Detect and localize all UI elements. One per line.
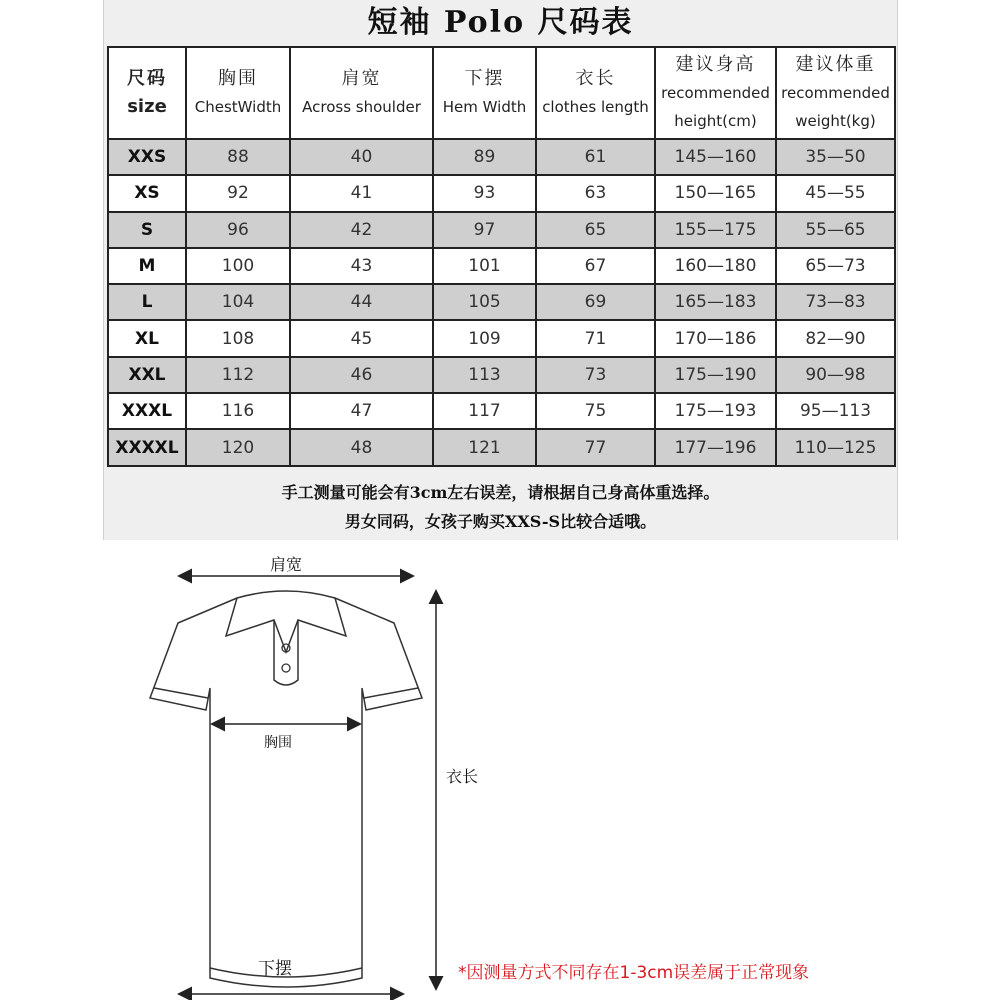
column-header-cn: 建议体重 <box>795 54 876 75</box>
value-cell: 48 <box>290 429 433 465</box>
column-header-en: height(cm) <box>674 112 757 130</box>
polo-shirt-diagram <box>140 548 540 1000</box>
column-header <box>433 47 536 139</box>
value-cell: 101 <box>433 248 536 284</box>
size-cell: XS <box>108 175 186 211</box>
column-header-cn: 尺码 <box>127 68 167 89</box>
size-table <box>107 46 896 467</box>
value-cell: 177—196 <box>655 429 776 465</box>
value-cell: 90—98 <box>776 357 895 393</box>
value-cell: 77 <box>536 429 655 465</box>
value-cell: 82—90 <box>776 320 895 356</box>
table-row <box>108 248 895 284</box>
value-cell: 175—190 <box>655 357 776 393</box>
chart-title: 短袖 Polo 尺码表 <box>367 5 634 40</box>
value-cell: 170—186 <box>655 320 776 356</box>
value-cell: 61 <box>536 139 655 175</box>
value-cell: 121 <box>433 429 536 465</box>
size-cell: S <box>108 212 186 248</box>
value-cell: 95—113 <box>776 393 895 429</box>
hem-label: 下摆 <box>258 959 292 979</box>
table-row <box>108 429 895 465</box>
value-cell: 67 <box>536 248 655 284</box>
value-cell: 40 <box>290 139 433 175</box>
value-cell: 97 <box>433 212 536 248</box>
table-row <box>108 284 895 320</box>
table-row <box>108 393 895 429</box>
column-header-en: clothes length <box>542 98 649 116</box>
column-header-cn: 衣长 <box>575 68 616 89</box>
value-cell: 100 <box>186 248 290 284</box>
column-header-cn: 建议身高 <box>675 54 756 75</box>
column-header-en: recommended <box>781 84 890 102</box>
value-cell: 71 <box>536 320 655 356</box>
column-header-en: size <box>127 96 167 117</box>
value-cell: 75 <box>536 393 655 429</box>
table-header-row <box>108 47 895 139</box>
value-cell: 45—55 <box>776 175 895 211</box>
column-header <box>186 47 290 139</box>
table-row <box>108 320 895 356</box>
size-cell: XXS <box>108 139 186 175</box>
value-cell: 44 <box>290 284 433 320</box>
note-line: 男女同码，女孩子购买XXS-S比较合适哦。 <box>344 512 657 531</box>
column-header-cn: 下摆 <box>464 68 505 89</box>
length-label: 衣长 <box>446 767 479 786</box>
value-cell: 35—50 <box>776 139 895 175</box>
size-cell: XXL <box>108 357 186 393</box>
value-cell: 73 <box>536 357 655 393</box>
column-header-cn: 肩宽 <box>341 68 382 89</box>
column-header-cn: 胸围 <box>218 68 258 89</box>
value-cell: 88 <box>186 139 290 175</box>
value-cell: 109 <box>433 320 536 356</box>
value-cell: 42 <box>290 212 433 248</box>
size-chart <box>103 0 898 540</box>
value-cell: 145—160 <box>655 139 776 175</box>
value-cell: 63 <box>536 175 655 211</box>
value-cell: 92 <box>186 175 290 211</box>
chest-label: 胸围 <box>264 735 292 751</box>
value-cell: 69 <box>536 284 655 320</box>
value-cell: 46 <box>290 357 433 393</box>
column-header-en: ChestWidth <box>194 98 282 116</box>
note-line: 手工测量可能会有3cm左右误差，请根据自己身高体重选择。 <box>281 483 720 502</box>
value-cell: 93 <box>433 175 536 211</box>
table-row <box>108 357 895 393</box>
value-cell: 117 <box>433 393 536 429</box>
size-cell: XL <box>108 320 186 356</box>
value-cell: 165—183 <box>655 284 776 320</box>
value-cell: 116 <box>186 393 290 429</box>
value-cell: 55—65 <box>776 212 895 248</box>
shoulder-label: 肩宽 <box>270 555 303 574</box>
value-cell: 47 <box>290 393 433 429</box>
column-header <box>776 47 895 139</box>
value-cell: 45 <box>290 320 433 356</box>
value-cell: 65—73 <box>776 248 895 284</box>
value-cell: 43 <box>290 248 433 284</box>
size-cell: XXXL <box>108 393 186 429</box>
column-header-en: Across shoulder <box>302 98 421 116</box>
notes <box>104 478 897 536</box>
value-cell: 104 <box>186 284 290 320</box>
table-row <box>108 139 895 175</box>
value-cell: 113 <box>433 357 536 393</box>
column-header-en: Hem Width <box>442 98 527 116</box>
value-cell: 41 <box>290 175 433 211</box>
value-cell: 160—180 <box>655 248 776 284</box>
value-cell: 112 <box>186 357 290 393</box>
column-header-en: recommended <box>661 84 770 102</box>
table-row <box>108 212 895 248</box>
value-cell: 150—165 <box>655 175 776 211</box>
value-cell: 65 <box>536 212 655 248</box>
size-cell: XXXXL <box>108 429 186 465</box>
column-header-en: weight(kg) <box>795 112 876 130</box>
table-body <box>108 139 895 466</box>
table-row <box>108 175 895 211</box>
column-header <box>290 47 433 139</box>
disclaimer-text: *因测量方式不同存在1-3cm误差属于正常现象 <box>458 963 810 983</box>
column-header <box>536 47 655 139</box>
value-cell: 89 <box>433 139 536 175</box>
shirt-outline <box>150 591 422 987</box>
button-icon <box>282 664 290 672</box>
size-cell: M <box>108 248 186 284</box>
value-cell: 175—193 <box>655 393 776 429</box>
value-cell: 96 <box>186 212 290 248</box>
value-cell: 120 <box>186 429 290 465</box>
column-header <box>655 47 776 139</box>
column-header <box>108 47 186 139</box>
size-cell: L <box>108 284 186 320</box>
value-cell: 155—175 <box>655 212 776 248</box>
measurement-diagram <box>140 548 540 1000</box>
value-cell: 105 <box>433 284 536 320</box>
value-cell: 110—125 <box>776 429 895 465</box>
value-cell: 73—83 <box>776 284 895 320</box>
value-cell: 108 <box>186 320 290 356</box>
